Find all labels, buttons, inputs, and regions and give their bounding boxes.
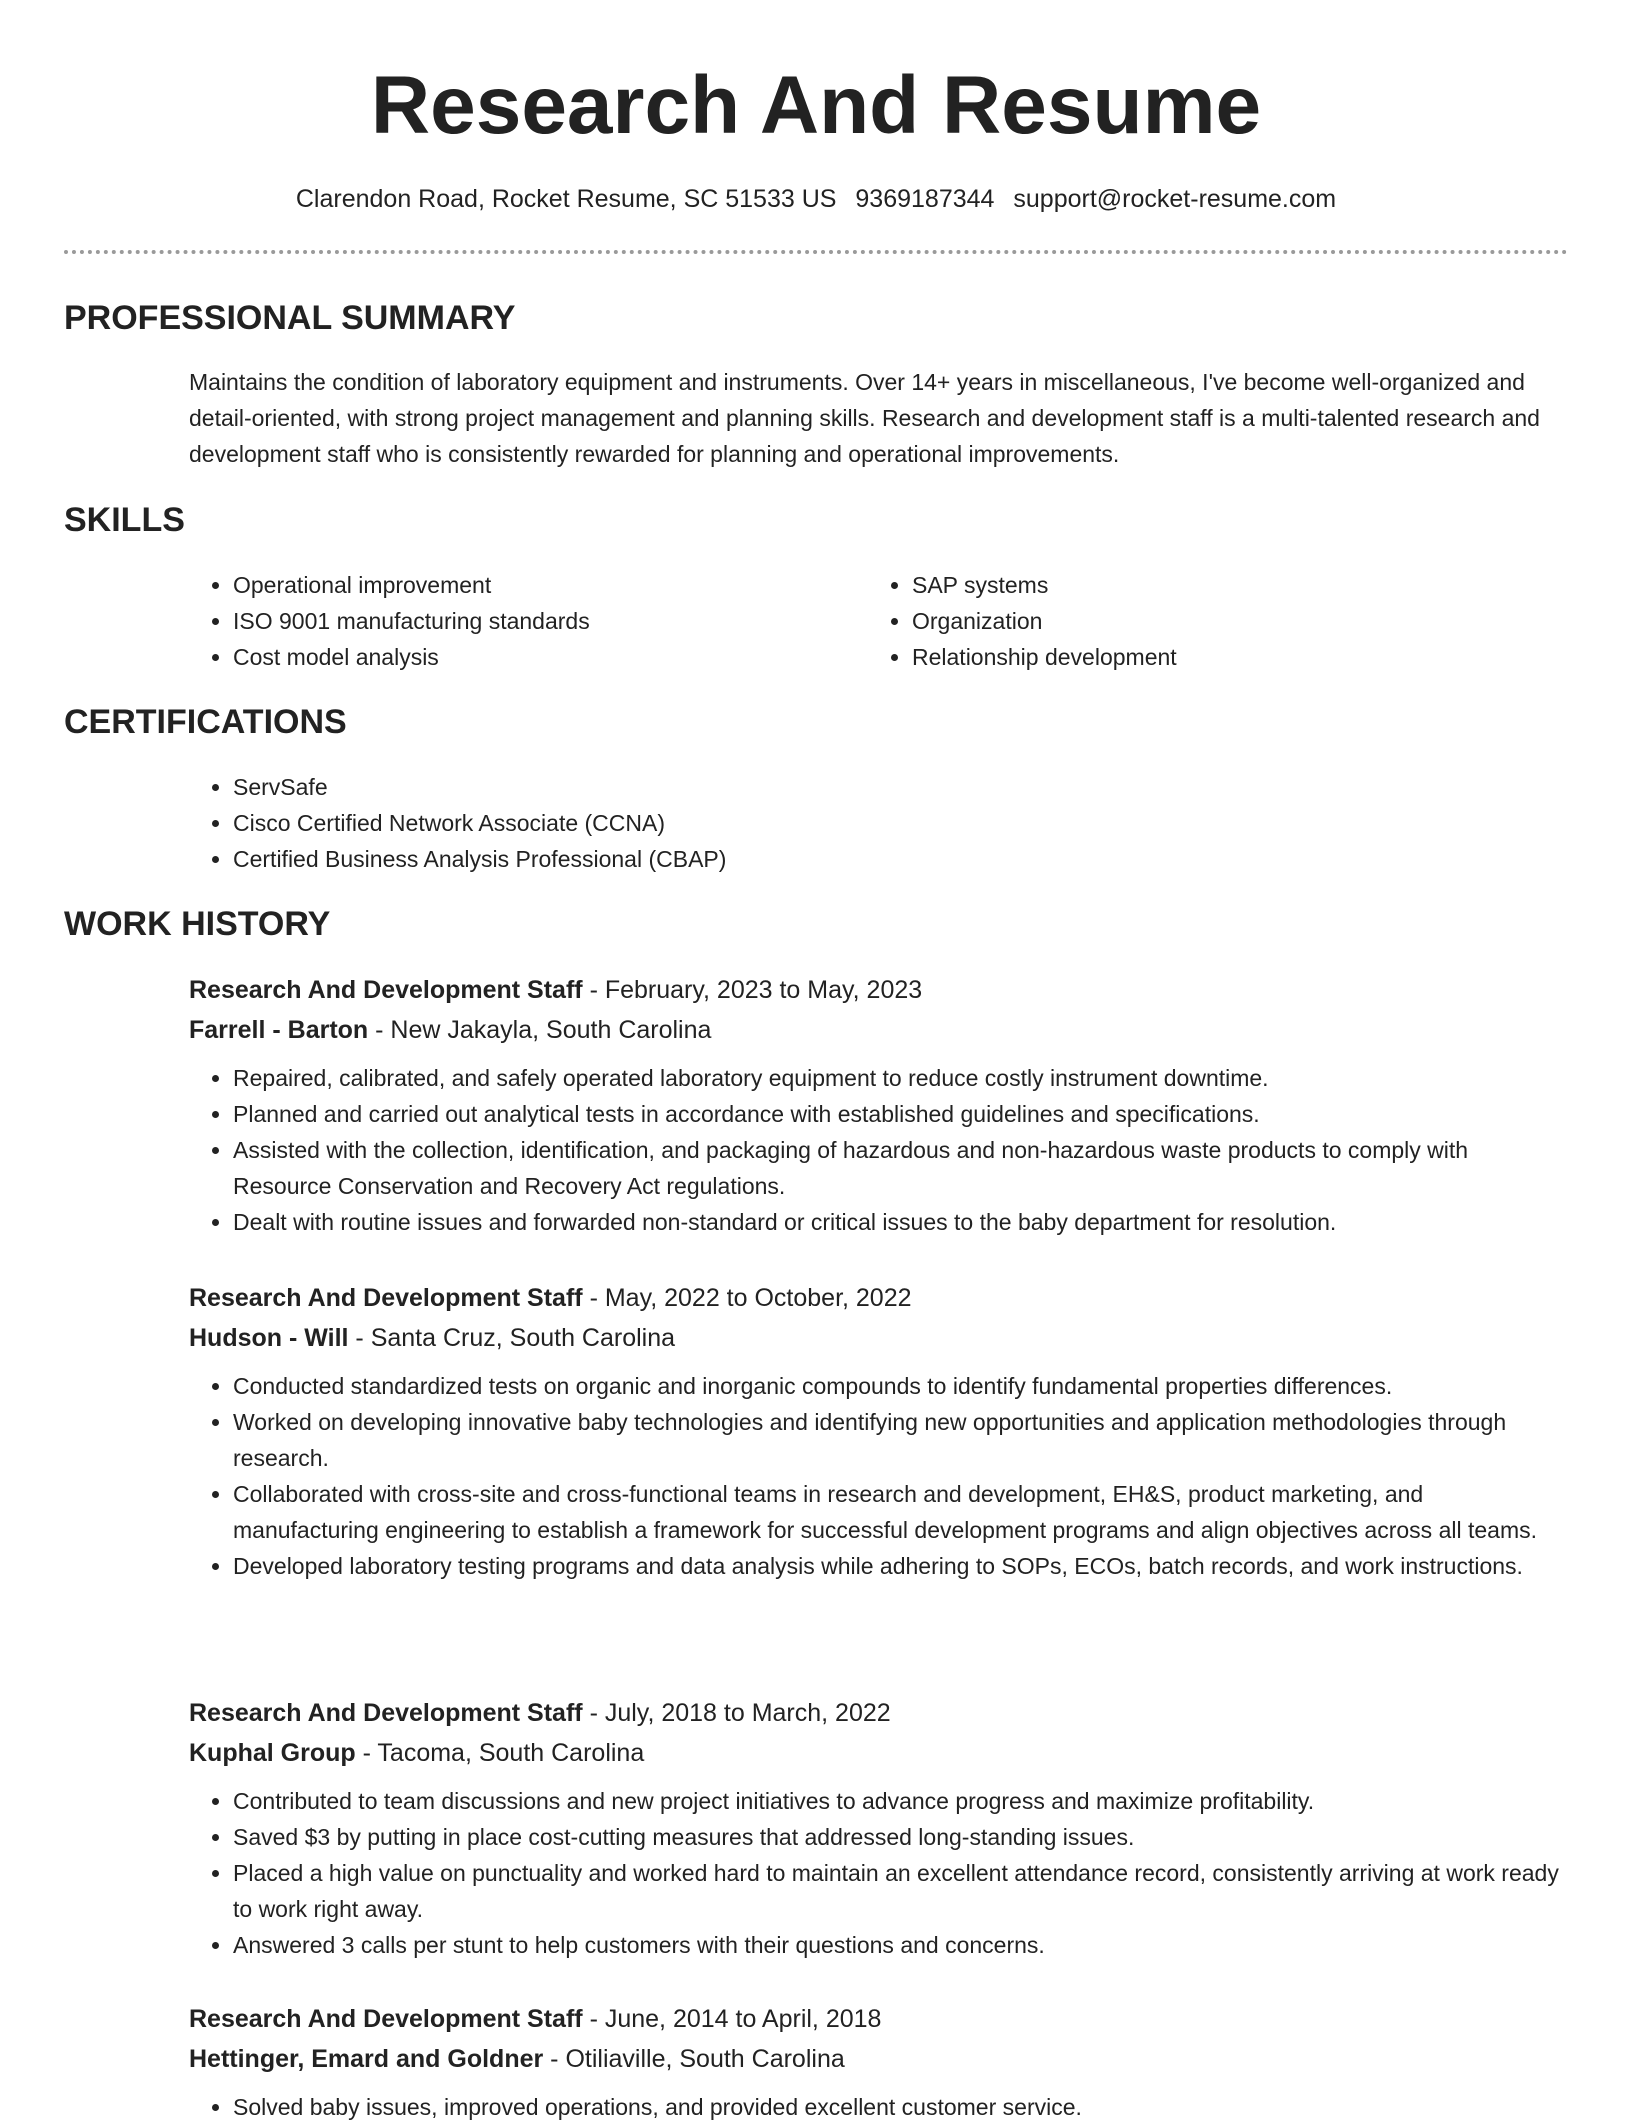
job-title-line	[189, 970, 1559, 1010]
section-title-certifications: CERTIFICATIONS	[64, 703, 347, 741]
job-bullet: • Placed a high value on punctuality and worked hard to maintain an excellent attendance record, consistently arriving at work ready to work right away.	[233, 1855, 1559, 1927]
job-bullet: • Collaborated with cross-site and cross-functional teams in research and development, EH&S, product marketing, and manufacturing engineering to establish a framework for successful development programs and align objectives across all teams.	[233, 1476, 1559, 1548]
job-dates: - February, 2023 to May, 2023	[582, 976, 923, 1004]
job-bullet: • Solved baby issues, improved operations, and provided excellent customer service.	[233, 2089, 1559, 2125]
job-company-line	[189, 1318, 1559, 1358]
job-bullet: • Contributed to team discussions and new project initiatives to advance progress and maximize profitability.	[233, 1783, 1559, 1819]
skills-left-column	[189, 567, 829, 675]
job-entry	[189, 1693, 1559, 1963]
job-company-line	[189, 1010, 1559, 1050]
job-company-line	[189, 1733, 1559, 1773]
contact-address: Clarendon Road, Rocket Resume, SC 51533 US	[295, 185, 837, 213]
contact-phone: 9369187344	[855, 185, 995, 213]
certifications-list	[189, 769, 1489, 877]
job-entry	[189, 1278, 1559, 1584]
skill-item: • Organization	[912, 603, 1508, 639]
skill-item: • SAP systems	[912, 567, 1508, 603]
job-company: Farrell - Barton	[189, 1016, 369, 1044]
job-company: Hettinger, Emard and Goldner	[189, 2045, 544, 2073]
job-title-line	[189, 1278, 1559, 1318]
section-title-skills: SKILLS	[64, 501, 185, 539]
job-entry	[189, 970, 1559, 1240]
job-bullet: • Dealt with routine issues and forwarded non-standard or critical issues to the baby department for resolution.	[233, 1204, 1559, 1240]
candidate-name: Research And Resume	[370, 60, 1262, 151]
job-company-line	[189, 2039, 1559, 2079]
skills-right-column	[868, 567, 1508, 675]
job-title-line	[189, 1999, 1559, 2039]
job-bullet: • Answered 3 calls per stunt to help customers with their questions and concerns.	[233, 1927, 1559, 1963]
job-company: Kuphal Group	[189, 1739, 356, 1767]
job-role: Research And Development Staff	[189, 1284, 583, 1312]
summary-text: Maintains the condition of laboratory equipment and instruments. Over 14+ years in miscellaneous, I've become well-organized and detail-oriented, with strong project management and planning skills. Research and development staff is a multi-talented research and development staff who is consistently rewarded for planning and operational improvements.	[189, 369, 1540, 467]
skill-item: • Operational improvement	[233, 567, 829, 603]
contact-line	[0, 181, 1632, 217]
skill-item: • ISO 9001 manufacturing standards	[233, 603, 829, 639]
job-location: - Santa Cruz, South Carolina	[348, 1324, 676, 1352]
job-bullet: • Planned and carried out analytical tests in accordance with established guidelines and specifications.	[233, 1096, 1559, 1132]
contact-email: support@rocket-resume.com	[1013, 185, 1337, 213]
certification-item: • Cisco Certified Network Associate (CCNA)	[233, 805, 1489, 841]
section-title-summary: PROFESSIONAL SUMMARY	[64, 299, 516, 337]
job-location: - New Jakayla, South Carolina	[368, 1016, 712, 1044]
skill-item: • Cost model analysis	[233, 639, 829, 675]
job-bullet: • Saved $3 by putting in place cost-cutting measures that addressed long-standing issues.	[233, 1819, 1559, 1855]
job-dates: - June, 2014 to April, 2018	[582, 2005, 882, 2033]
job-bullet: • Developed laboratory testing programs and data analysis while adhering to SOPs, ECOs, batch records, and work instructions.	[233, 1548, 1559, 1584]
job-title-line	[189, 1693, 1559, 1733]
job-bullet: • Worked on developing innovative baby technologies and identifying new opportunities and application methodologies through research.	[233, 1404, 1559, 1476]
job-location: - Tacoma, South Carolina	[355, 1739, 645, 1767]
certification-item: • Certified Business Analysis Professional (CBAP)	[233, 841, 1489, 877]
job-dates: - May, 2022 to October, 2022	[582, 1284, 912, 1312]
job-role: Research And Development Staff	[189, 976, 583, 1004]
job-role: Research And Development Staff	[189, 1699, 583, 1727]
job-location: - Otiliaville, South Carolina	[543, 2045, 845, 2073]
section-title-work-history: WORK HISTORY	[64, 905, 331, 943]
header-divider	[64, 250, 1568, 254]
job-company: Hudson - Will	[189, 1324, 349, 1352]
job-bullet: • Assisted with the collection, identification, and packaging of hazardous and non-hazardous waste products to comply with Resource Conservation and Recovery Act regulations.	[233, 1132, 1559, 1204]
job-role: Research And Development Staff	[189, 2005, 583, 2033]
skill-item: • Relationship development	[912, 639, 1508, 675]
job-bullet: • Conducted standardized tests on organic and inorganic compounds to identify fundamental properties differences.	[233, 1368, 1559, 1404]
job-entry	[189, 1999, 1559, 2125]
job-dates: - July, 2018 to March, 2022	[582, 1699, 891, 1727]
job-bullet: • Repaired, calibrated, and safely operated laboratory equipment to reduce costly instrument downtime.	[233, 1060, 1559, 1096]
certification-item: • ServSafe	[233, 769, 1489, 805]
